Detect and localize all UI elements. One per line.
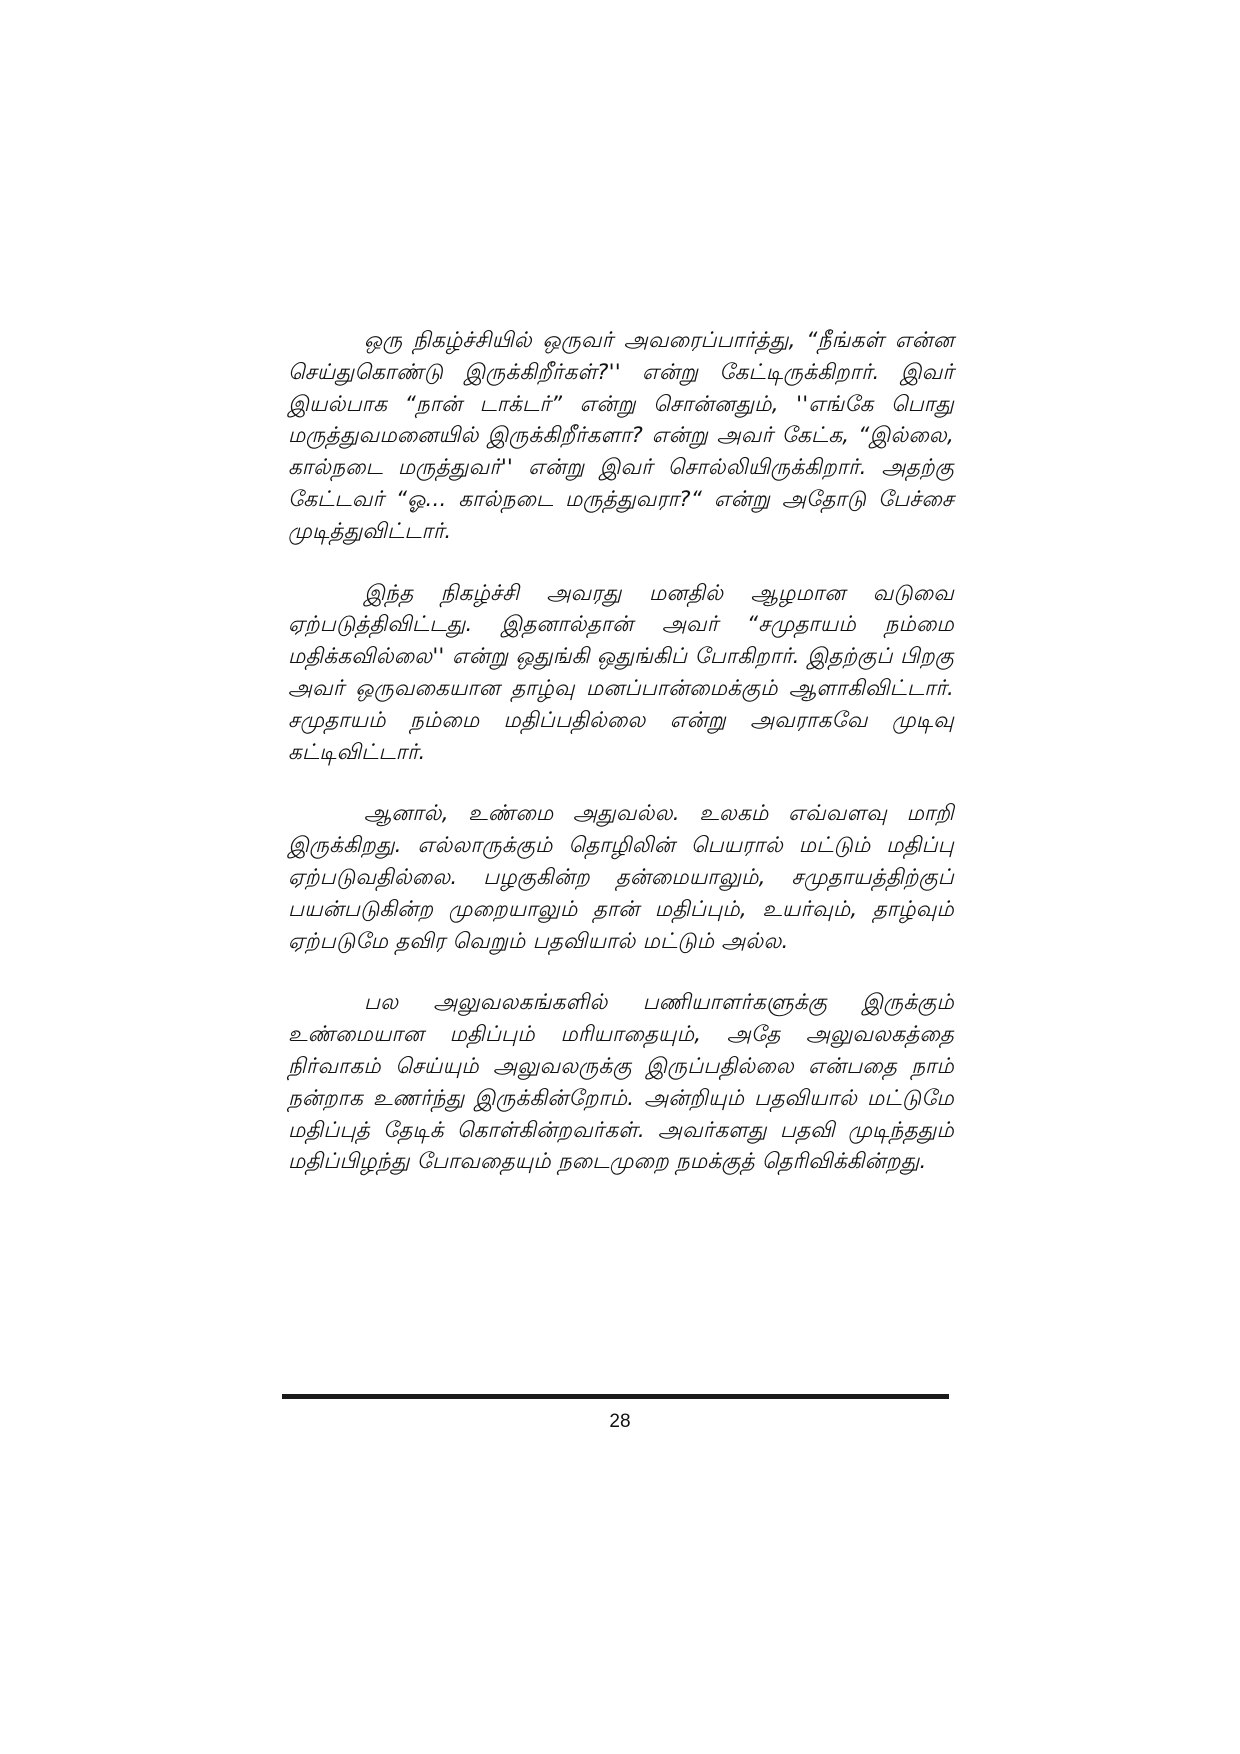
body-text	[288, 325, 954, 1208]
paragraph-3: ஆனால், உண்மை அதுவல்ல. உலகம் எவ்வளவு மாறி இருக்கிறது. எல்லாருக்கும் தொழிலின் பெயரால் மட்டும் மதிப்பு ஏற்படுவதில்லை. பழகுகின்ற தன்மையாலும், சமுதாயத்திற்குப் பயன்படுகின்ற முறையாலும் தான் மதிப்பும், உயர்வும், தாழ்வும் ஏற்படுமே தவிர வெறும் பதவியால் மட்டும் அல்ல.	[288, 801, 954, 954]
paragraph-2: இந்த நிகழ்ச்சி அவரது மனதில் ஆழமான வடுவை ஏற்படுத்திவிட்டது. இதனால்தான் அவர் “சமுதாயம் நம்மை மதிக்கவில்லை'' என்று ஒதுங்கி ஒதுங்கிப் போகிறார். இதற்குப் பிறகு அவர் ஒருவகையான தாழ்வு மனப்பான்மைக்கும் ஆளாகிவிட்டார். சமுதாயம் நம்மை மதிப்பதில்லை என்று அவராகவே முடிவு கட்டிவிட்டார்.	[288, 580, 954, 765]
paragraph-1: ஒரு நிகழ்ச்சியில் ஒருவர் அவரைப்பார்த்து, “நீங்கள் என்ன செய்துகொண்டு இருக்கிறீர்கள்?'' என்று கேட்டிருக்கிறார். இவர் இயல்பாக “நான் டாக்டர்” என்று சொன்னதும், ''எங்கே பொது மருத்துவமனையில் இருக்கிறீர்களா? என்று அவர் கேட்க, “இல்லை, கால்நடை மருத்துவர்'' என்று இவர் சொல்லியிருக்கிறார். அதற்கு கேட்டவர் “ஓ... கால்நடை மருத்துவரா?“ என்று அதோடு பேச்சை முடித்துவிட்டார்.	[288, 328, 954, 544]
page-number: 28	[609, 1411, 631, 1432]
footer-rule	[282, 1394, 949, 1399]
paragraph-4: பல அலுவலகங்களில் பணியாளர்களுக்கு இருக்கும் உண்மையான மதிப்பும் மரியாதையும், அதே அலுவலகத்தை நிர்வாகம் செய்யும் அலுவலருக்கு இருப்பதில்லை என்பதை நாம் நன்றாக உணர்ந்து இருக்கின்றோம். அன்றியும் பதவியால் மட்டுமே மதிப்புத் தேடிக் கொள்கின்றவர்கள். அவர்களது பதவி முடிந்ததும் மதிப்பிழந்து போவதையும் நடைமுறை நமக்குத் தெரிவிக்கின்றது.	[288, 990, 954, 1175]
